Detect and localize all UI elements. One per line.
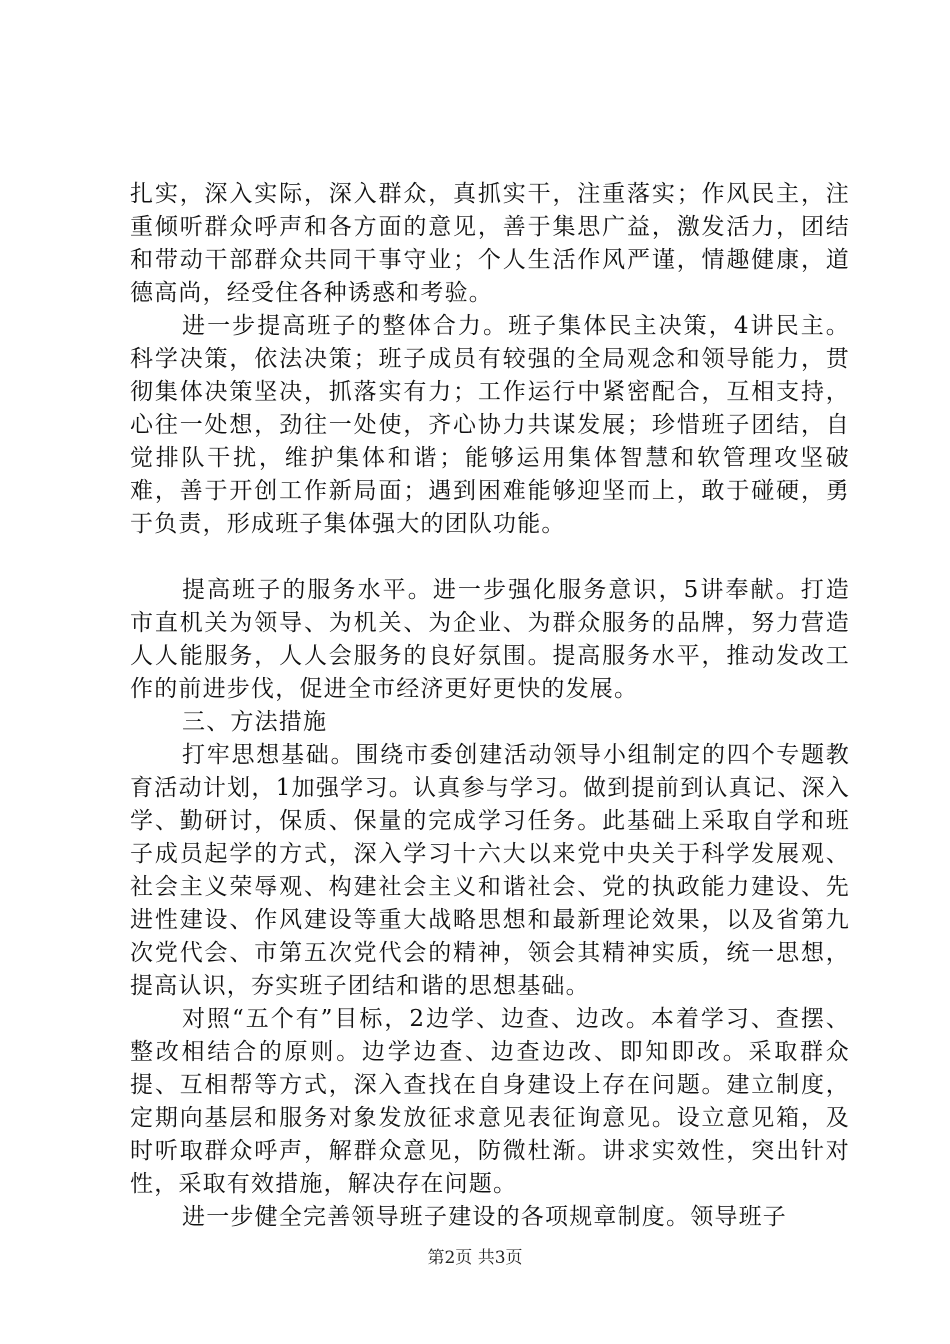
page-number-footer: 第2页 共3页	[427, 1248, 523, 1268]
paragraph-3: 提高班子的服务水平。进一步强化服务意识，5讲奉献。打造市直机关为领导、为机关、为企业、为群众服务的品牌，努力营造人人能服务，人人会服务的良好氛围。提高服务水平，推动发改工作的前进步伐，促进全市经济更好更快的发展。	[130, 577, 850, 702]
document-body	[130, 178, 850, 1234]
paragraph-2: 进一步提高班子的整体合力。班子集体民主决策，4讲民主。科学决策，依法决策；班子成员有较强的全局观念和领导能力，贯彻集体决策坚决，抓落实有力；工作运行中紧密配合，互相支持，心往一处想，劲往一处使，齐心协力共谋发展；珍惜班子团结，自觉排队干扰，维护集体和谐；能够运用集体智慧和软管理攻坚破难，善于开创工作新局面；遇到困难能够迎坚而上，敢于碰硬，勇于负责，形成班子集体强大的团队功能。	[130, 313, 850, 537]
paragraph-6: 对照“五个有”目标，2边学、边查、边改。本着学习、查摆、整改相结合的原则。边学边查、边查边改、即知即改。采取群众提、互相帮等方式，深入查找在自身建设上存在问题。建立制度，定期向基层和服务对象发放征求意见表征询意见。设立意见箱，及时听取群众呼声，解群众意见，防微杜渐。讲求实效性，突出针对性，采取有效措施，解决存在问题。	[130, 1006, 850, 1197]
paragraph-7: 进一步健全完善领导班子建设的各项规章制度。领导班子	[182, 1204, 787, 1230]
paragraph-gap	[130, 541, 850, 574]
section-heading: 三、方法措施	[182, 709, 328, 735]
paragraph-5: 打牢思想基础。围绕市委创建活动领导小组制定的四个专题教育活动计划，1加强学习。认真参与学习。做到提前到认真记、深入学、勤研讨，保质、保量的完成学习任务。此基础上采取自学和班子成员起学的方式，深入学习十六大以来党中央关于科学发展观、社会主义荣辱观、构建社会主义和谐社会、党的执政能力建设、先进性建设、作风建设等重大战略思想和最新理论效果，以及省第九次党代会、市第五次党代会的精神，领会其精神实质，统一思想，提高认识，夯实班子团结和谐的思想基础。	[130, 742, 850, 999]
paragraph-1: 扎实，深入实际，深入群众，真抓实干，注重落实；作风民主，注重倾听群众呼声和各方面的意见，善于集思广益，激发活力，团结和带动干部群众共同干事守业；个人生活作风严谨，情趣健康，道德高尚，经受住各种诱惑和考验。	[130, 181, 850, 306]
